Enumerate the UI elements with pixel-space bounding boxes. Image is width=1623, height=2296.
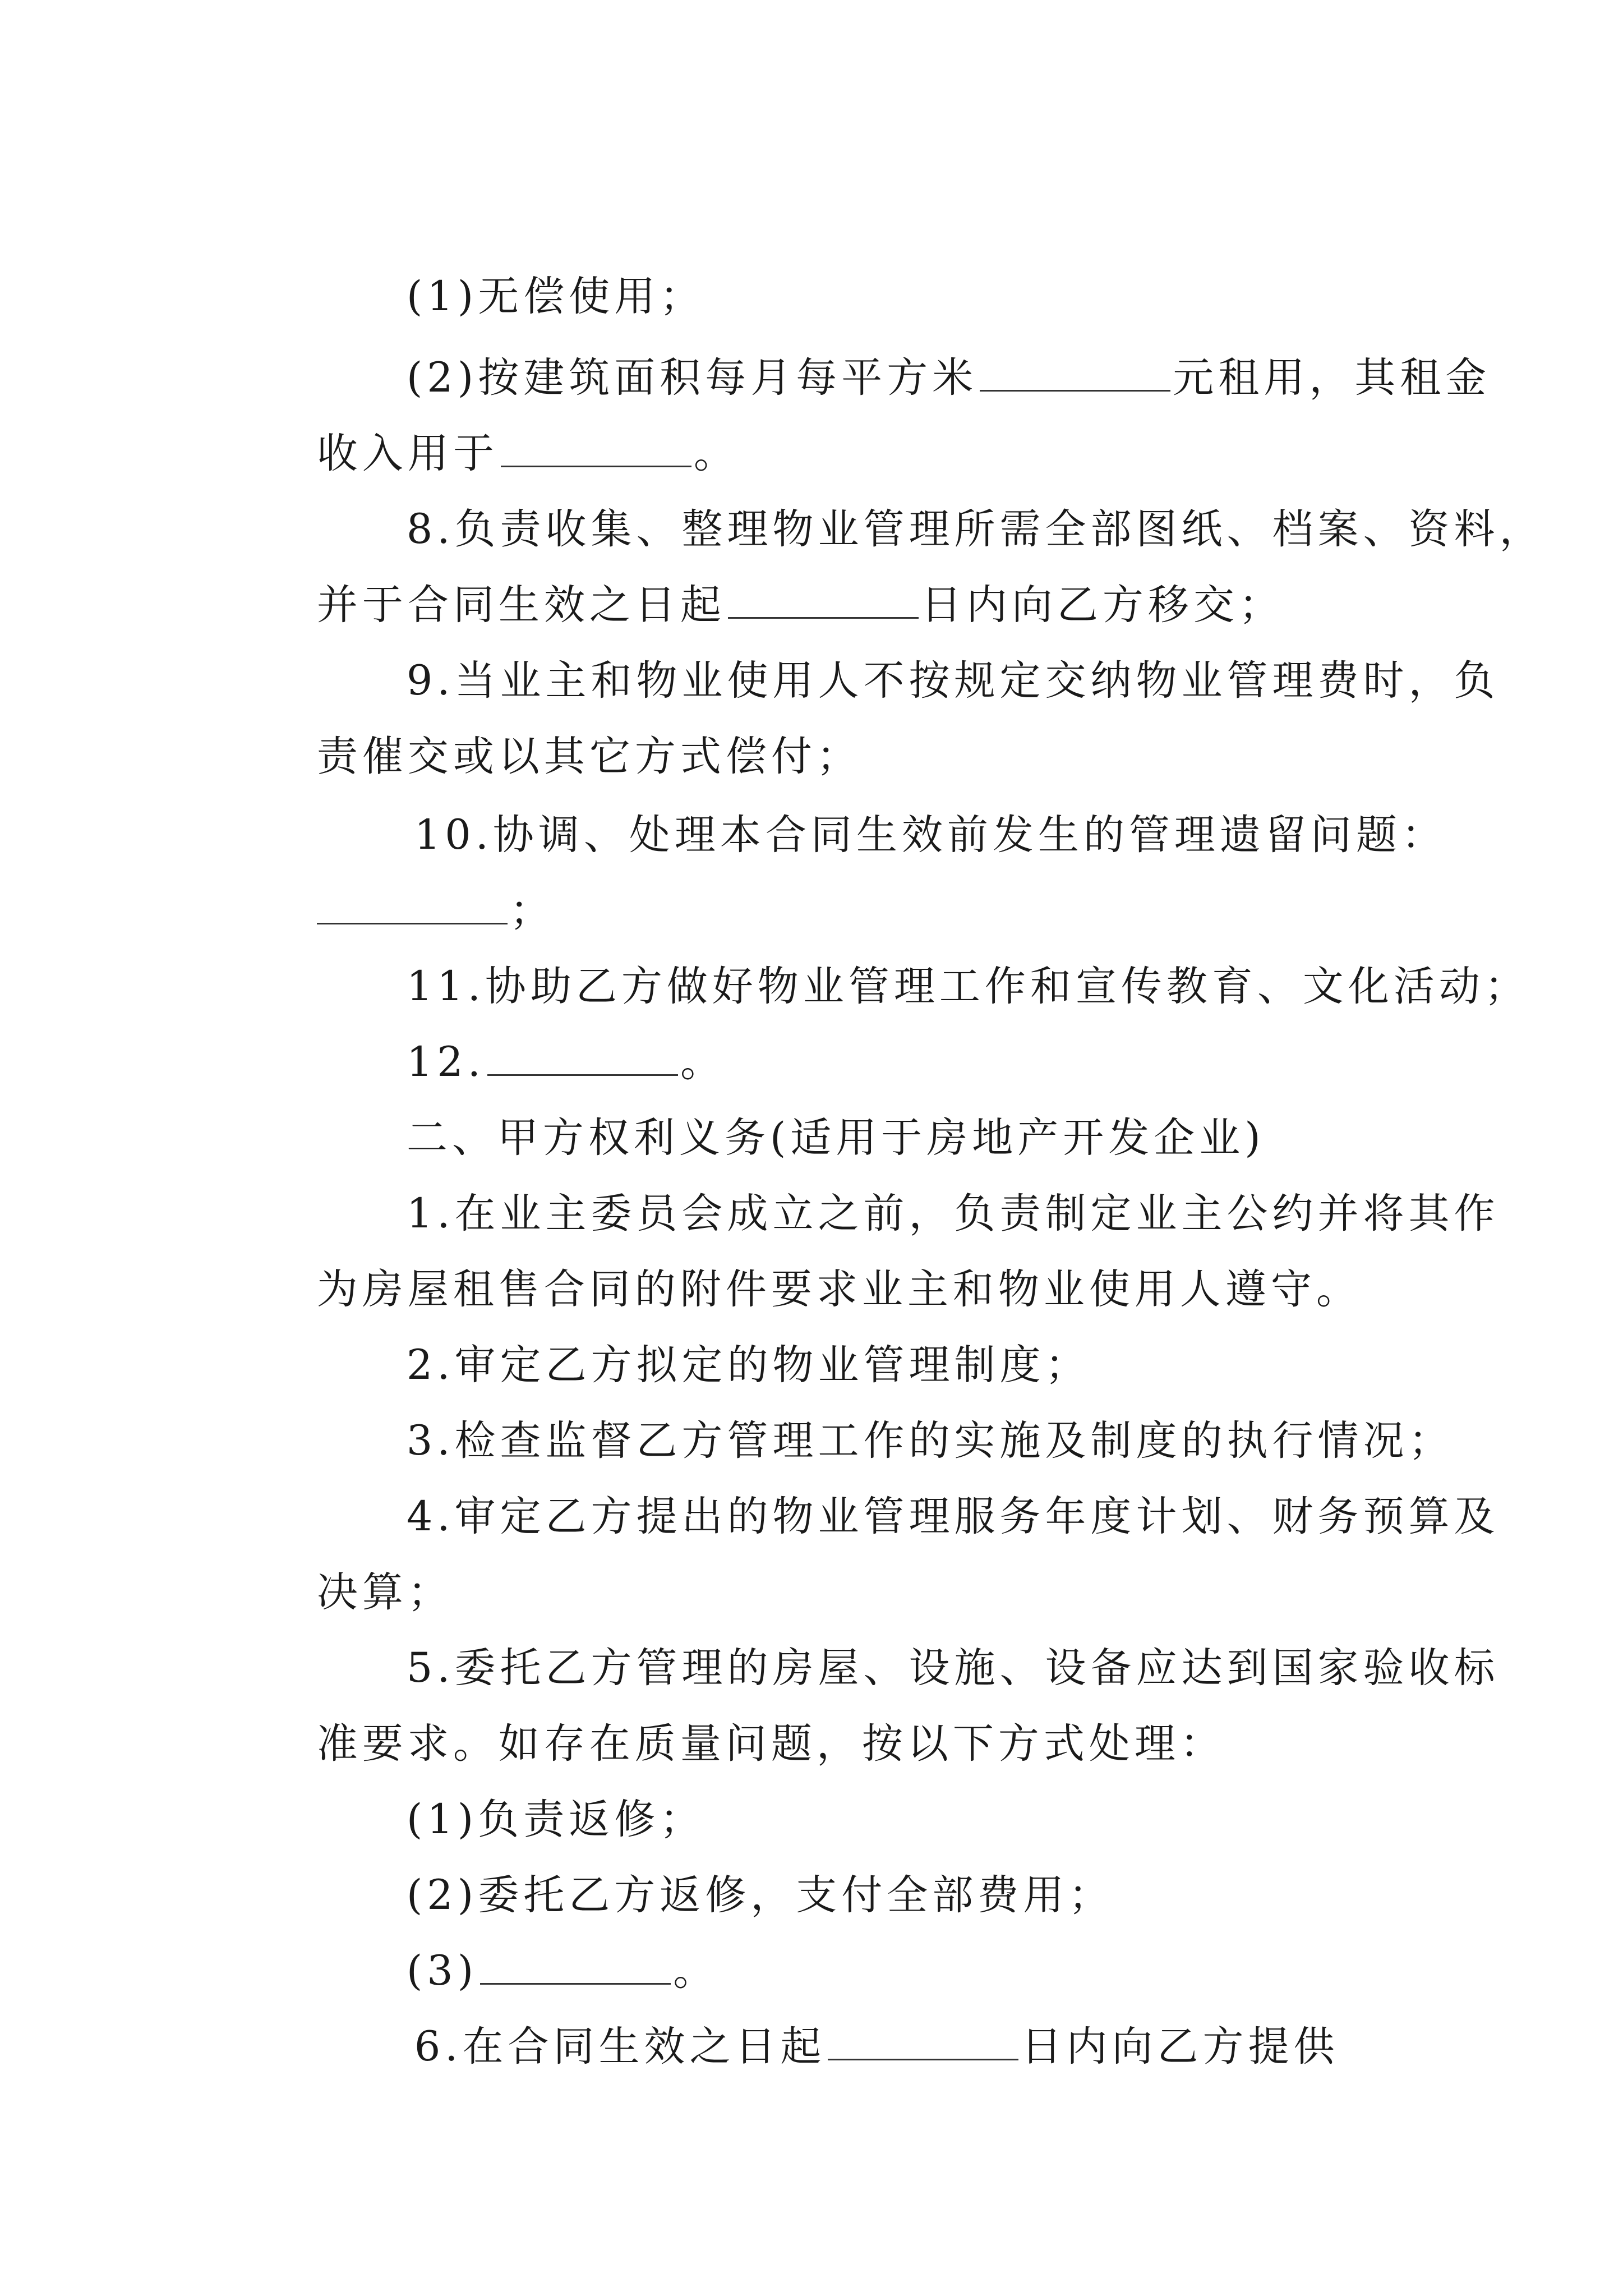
- clause-line: [336, 1436, 1500, 1540]
- line-text: 12.: [406, 1038, 485, 1086]
- line-text: 责催交或以其它方式偿付；: [316, 733, 862, 780]
- clause-line: [344, 754, 1447, 859]
- line-text: (2)委托乙方返修，支付全部费用；: [406, 1871, 1114, 1919]
- line-text: (1)无偿使用；: [406, 273, 706, 320]
- line-text: 元租用，其租金: [1173, 354, 1491, 402]
- line-text: (1)负责返修；: [406, 1796, 706, 1843]
- line-text: 11.协助乙方做好物业管理工作和宣传教育、文化活动；: [406, 963, 1530, 1010]
- line-text: 准要求。如存在质量问题，按以下方式处理：: [316, 1720, 1225, 1768]
- clause-line: [247, 830, 1391, 935]
- line-text: 为房屋租售合同的附件要求业主和物业使用人遵守。: [316, 1266, 1362, 1313]
- clause-line: [336, 1815, 1391, 1919]
- line-text: 3.检查监督乙方管理工作的实施及制度的执行情况；: [406, 1417, 1454, 1465]
- clause-line: [336, 1360, 1454, 1465]
- clause-line: [336, 1285, 1391, 1389]
- line-text: (3): [406, 1947, 478, 1995]
- clause-line: [336, 1890, 1391, 1995]
- clause-line: [336, 449, 1545, 553]
- clause-line: [247, 1663, 1391, 1768]
- line-text: 8.负责收集、整理物业管理所需全部图纸、档案、资料，: [406, 505, 1545, 553]
- clause-line: [336, 297, 1491, 402]
- line-text: 决算；: [316, 1568, 453, 1616]
- line-text: 。: [673, 1947, 719, 1995]
- clause-line: [247, 676, 1391, 780]
- clause-line: [336, 1739, 1391, 1843]
- line-text: 2.审定乙方拟定的物业管理制度；: [406, 1341, 1091, 1389]
- line-text: 二、甲方权利义务(适用于房地产开发企业): [406, 1114, 1265, 1162]
- line-text: 5.委托乙方管理的房屋、设施、设备应达到国家验收标: [406, 1644, 1500, 1692]
- clause-line: [247, 1209, 1391, 1313]
- line-text: 并于合同生效之日起: [316, 581, 726, 629]
- section-heading: [336, 1057, 1391, 1162]
- line-text: 10.协调、处理本合同生效前发生的管理遗留问题：: [414, 811, 1447, 859]
- line-text: 4.审定乙方提出的物业管理服务年度计划、财务预算及: [406, 1493, 1500, 1540]
- line-text: 收入用于: [316, 430, 499, 477]
- clause-line: [247, 373, 1391, 477]
- line-text: 日内向乙方移交；: [920, 581, 1284, 629]
- line-text: 1.在业主委员会成立之前，负责制定业主公约并将其作: [406, 1190, 1500, 1237]
- clause-line: [247, 1512, 1391, 1616]
- clause-line: [247, 524, 1391, 629]
- fill-in-blank[interactable]: [828, 2025, 1018, 2060]
- clause-line: [336, 906, 1530, 1010]
- line-text: 日内向乙方提供: [1021, 2023, 1339, 2070]
- line-text: 6.在合同生效之日起: [414, 2023, 826, 2070]
- clause-line: [336, 600, 1500, 705]
- line-text: 。: [693, 430, 739, 477]
- clause-line: [336, 1133, 1500, 1237]
- clause-line: [336, 1588, 1500, 1692]
- clause-line: [336, 216, 1391, 320]
- line-text: (2)按建筑面积每月每平方米: [406, 354, 978, 402]
- clause-line: [336, 982, 1391, 1086]
- clause-line: [344, 1966, 1391, 2070]
- line-text: 9.当业主和物业使用人不按规定交纳物业管理费时，负: [406, 657, 1500, 705]
- line-text: ；: [509, 887, 555, 935]
- line-text: 。: [680, 1038, 726, 1086]
